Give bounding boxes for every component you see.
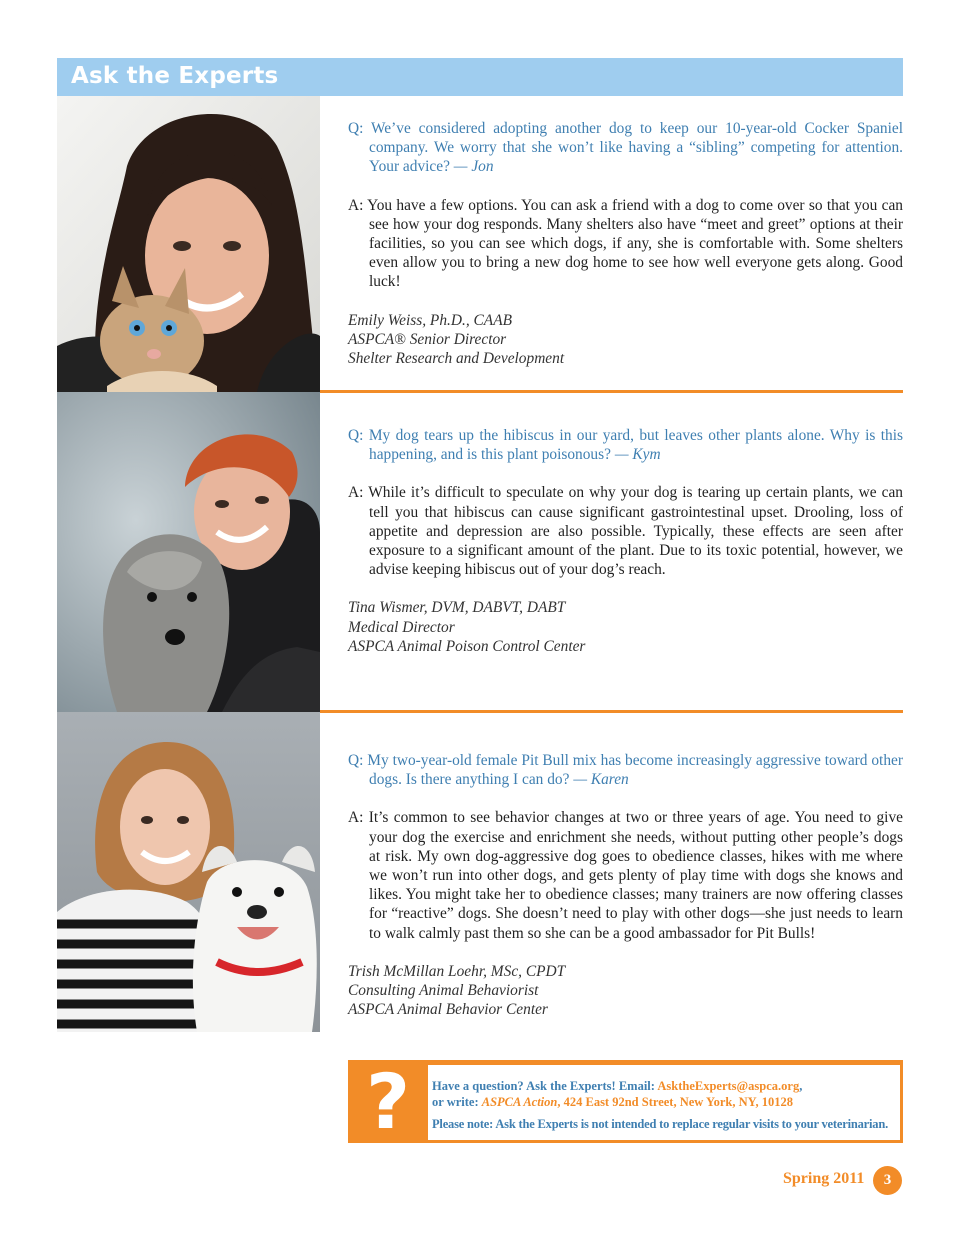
issue-date: Spring 2011 — [783, 1170, 865, 1187]
expert-photo-tina-wismer — [57, 392, 320, 712]
question-2: Q: My dog tears up the hibiscus in our yard, but leaves other plants alone. Why is this happening, and is this plant poisonous? — Kym — [348, 427, 903, 464]
expert-department: ASPCA Animal Behavior Center — [348, 1001, 548, 1019]
callout-text — [428, 1065, 900, 1140]
section-header — [57, 58, 903, 96]
question-1: Q: We’ve considered adopting another dog to keep our 10-year-old Cocker Spaniel company. We worry that she won’t like having a “sibling” competing for attention. Your advice? — Jon — [348, 120, 903, 176]
page-number: 3 — [873, 1166, 902, 1195]
question-mark-icon: ? — [366, 1057, 411, 1146]
email-link[interactable]: AsktheExperts@aspca.org — [657, 1079, 800, 1093]
expert-name: Tina Wismer, DVM, DABVT, DABT — [348, 599, 566, 617]
publication-name: ASPCA Action — [481, 1094, 558, 1109]
expert-department: ASPCA Animal Poison Control Center — [348, 637, 586, 655]
section-title: Ask the Experts — [71, 63, 279, 89]
qa-entry-2 — [348, 426, 903, 656]
expert-signature-2 — [348, 598, 903, 656]
qa-entry-3 — [348, 751, 903, 1019]
question-3: Q: My two-year-old female Pit Bull mix has become increasingly aggressive toward other dogs. Is there anything I can do? — Karen — [348, 752, 903, 789]
answer-3: A: It’s common to see behavior changes at two or three years of age. You need to give your dog the exercise and enrichment she needs, without putting other people’s dogs at risk. My own dog-aggressive dog goes to obedience classes, hikes with me where we won’t run into other dogs, and gets plenty of play time with dogs she knows and likes. You might take her to obedience classes; many trainers are now offering classes for “reactive” dogs. She doesn’t need to play with other dogs—she just needs to learn to walk calmly past them so she can be a good ambassador for Pit Bulls! — [348, 809, 903, 942]
asker-name: — Jon — [453, 158, 494, 176]
expert-title: Consulting Animal Behaviorist — [348, 982, 539, 1000]
qa-entry-1 — [348, 119, 903, 368]
answer-1: A: You have a few options. You can ask a friend with a dog to come over so that you can see how your dog responds. Many shelters also have “meet and greet” options at their facilities, so you can see which dogs, if any, she is comfortable with. Some shelters even allow you to bring a new dog home to see how well everyone gets along. Good luck! — [348, 196, 903, 291]
expert-department: Shelter Research and Development — [348, 350, 565, 368]
section-divider — [320, 710, 903, 713]
answer-2: A: While it’s difficult to speculate on why your dog is tearing up certain plants, we can tell you that hibiscus can cause significant gastrointestinal upset. Drooling, loss of appetite and depression are also possible. Typically, these effects are seen after exposure to a significant amount of the plant. Due to its toxic potential, however, we advise keeping hibiscus out of your dog’s reach. — [348, 484, 903, 579]
callout-note: Please note: Ask the Experts is not intended to replace regular visits to your veterinarian. — [432, 1117, 888, 1131]
expert-photo-emily-weiss — [57, 96, 320, 392]
callout-contact-line: Have a question? Ask the Experts! Email: AsktheExperts@aspca.org, — [432, 1079, 803, 1093]
expert-title: Medical Director — [348, 618, 455, 636]
section-divider — [320, 390, 903, 393]
callout-address-line: or write: ASPCA Action, 424 East 92nd Street, New York, NY, 10128 — [432, 1094, 794, 1109]
asker-name: — Kym — [614, 446, 661, 464]
asker-name: — Karen — [573, 771, 629, 789]
ask-question-callout — [348, 1057, 903, 1146]
expert-name: Emily Weiss, Ph.D., CAAB — [348, 311, 513, 329]
expert-photo-trish-mcmillan-loehr — [57, 712, 320, 1032]
expert-title: ASPCA® Senior Director — [348, 330, 507, 348]
expert-signature-3 — [348, 962, 903, 1020]
expert-signature-1 — [348, 311, 903, 369]
mailing-address: , 424 East 92nd Street, New York, NY, 10128 — [557, 1094, 794, 1109]
expert-name: Trish McMillan Loehr, MSc, CPDT — [348, 962, 566, 980]
